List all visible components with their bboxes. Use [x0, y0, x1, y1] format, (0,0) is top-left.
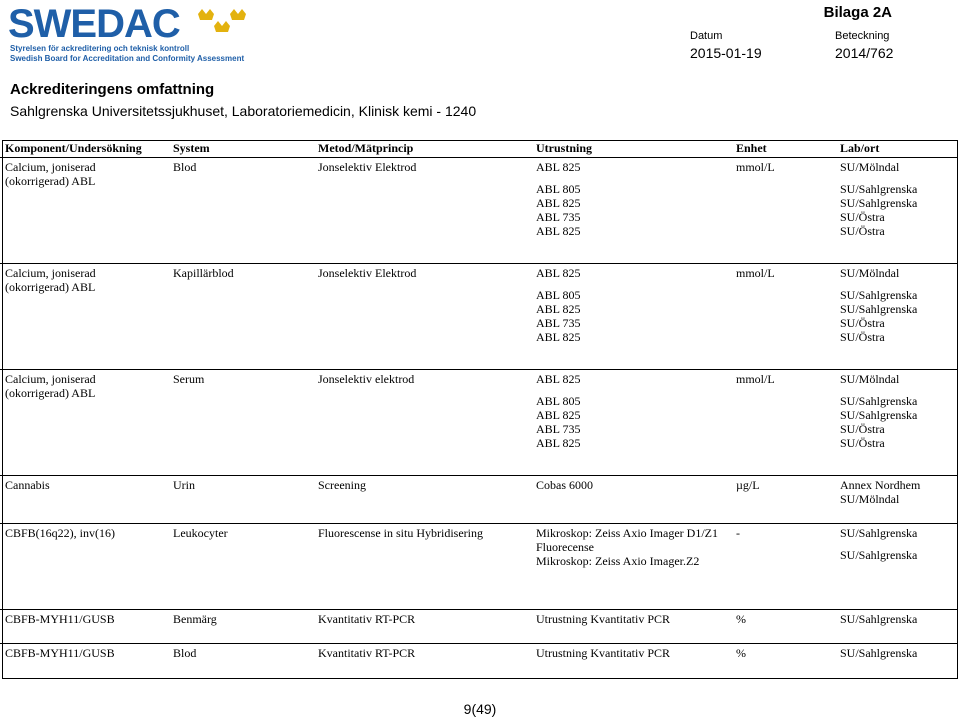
table-header-row	[0, 140, 958, 158]
cell-line: SU/Sahlgrenska	[840, 302, 918, 316]
cell-line: ABL 735	[536, 210, 581, 224]
cell-line: SU/Mölndal	[840, 372, 900, 386]
cell-metod	[313, 610, 531, 644]
table-row	[0, 476, 958, 524]
cell-lab	[835, 644, 958, 678]
cell-utrustning	[531, 524, 731, 610]
cell-komponent	[0, 264, 168, 370]
cell-komponent	[0, 370, 168, 476]
cell-line: ABL 825	[536, 372, 581, 386]
table-row	[0, 610, 958, 644]
cell-line: Kvantitativ RT-PCR	[318, 612, 416, 626]
cell-line: µg/L	[736, 478, 760, 492]
col-header-lab: Lab/ort	[835, 140, 958, 158]
cell-enhet	[731, 370, 835, 476]
cell-line: SU/Sahlgrenska	[840, 646, 918, 660]
cell-line: ABL 735	[536, 316, 581, 330]
cell-line: SU/Sahlgrenska	[840, 196, 918, 210]
cell-line: SU/Östra	[840, 224, 885, 238]
cell-system	[168, 476, 313, 524]
cell-line: Benmärg	[173, 612, 217, 626]
table-body	[0, 158, 958, 678]
page-number: 9(49)	[463, 701, 497, 717]
accreditation-table	[0, 140, 958, 678]
cell-utrustning	[531, 644, 731, 678]
cell-line: Utrustning Kvantitativ PCR	[536, 612, 671, 626]
cell-enhet	[731, 158, 835, 264]
cell-line: SU/Östra	[840, 330, 885, 344]
cell-line: ABL 805	[536, 394, 581, 408]
col-header-enhet: Enhet	[731, 140, 835, 158]
cell-line: Kapillärblod	[173, 266, 234, 280]
cell-line: SU/Sahlgrenska	[840, 526, 918, 540]
cell-line: %	[736, 612, 746, 626]
cell-line: Annex Nordhem	[840, 478, 921, 492]
cell-line-gap	[536, 174, 727, 182]
cell-line: SU/Mölndal	[840, 266, 900, 280]
cell-komponent	[0, 158, 168, 264]
cell-line: Calcium, joniserad	[5, 266, 96, 280]
cell-line: Calcium, joniserad	[5, 160, 96, 174]
cell-metod	[313, 524, 531, 610]
cell-line: mmol/L	[736, 266, 775, 280]
cell-line: Leukocyter	[173, 526, 228, 540]
cell-line: ABL 825	[536, 330, 581, 344]
cell-line: SU/Sahlgrenska	[840, 288, 918, 302]
cell-enhet	[731, 610, 835, 644]
cell-line: Mikroskop: Zeiss Axio Imager D1/Z1	[536, 526, 718, 540]
cell-utrustning	[531, 264, 731, 370]
cell-line: ABL 825	[536, 224, 581, 238]
cell-utrustning	[531, 158, 731, 264]
cell-line: SU/Sahlgrenska	[840, 182, 918, 196]
three-crowns-icon	[194, 6, 252, 36]
cell-metod	[313, 264, 531, 370]
cell-line: (okorrigerad) ABL	[5, 386, 96, 400]
cell-metod	[313, 370, 531, 476]
cell-line: Serum	[173, 372, 205, 386]
cell-line: SU/Mölndal	[840, 492, 900, 506]
table-row	[0, 158, 958, 264]
cell-line: SU/Östra	[840, 210, 885, 224]
cell-line-gap	[840, 174, 954, 182]
cell-komponent	[0, 476, 168, 524]
cell-line: ABL 825	[536, 408, 581, 422]
cell-line: mmol/L	[736, 372, 775, 386]
cell-line: Urin	[173, 478, 195, 492]
table-row	[0, 264, 958, 370]
bilaga-label: Bilaga 2A	[823, 4, 892, 21]
table-row	[0, 370, 958, 476]
col-header-komponent: Komponent/Undersökning	[0, 140, 168, 158]
cell-line: ABL 825	[536, 302, 581, 316]
cell-line: Fluorecense	[536, 540, 594, 554]
cell-metod	[313, 158, 531, 264]
cell-line: (okorrigerad) ABL	[5, 174, 96, 188]
cell-line: Mikroskop: Zeiss Axio Imager.Z2	[536, 554, 700, 568]
cell-line: SU/Östra	[840, 436, 885, 450]
cell-komponent	[0, 610, 168, 644]
cell-line: Kvantitativ RT-PCR	[318, 646, 416, 660]
cell-lab	[835, 158, 958, 264]
cell-line-gap	[536, 280, 727, 288]
cell-line: Jonselektiv Elektrod	[318, 160, 417, 174]
table-row	[0, 644, 958, 678]
cell-lab	[835, 370, 958, 476]
cell-line: ABL 825	[536, 196, 581, 210]
cell-system	[168, 644, 313, 678]
cell-lab	[835, 610, 958, 644]
cell-system	[168, 370, 313, 476]
cell-line: (okorrigerad) ABL	[5, 280, 96, 294]
cell-line: ABL 825	[536, 436, 581, 450]
cell-line: -	[736, 526, 740, 540]
cell-line: ABL 825	[536, 266, 581, 280]
beteckning-label: Beteckning	[835, 30, 890, 42]
cell-line: %	[736, 646, 746, 660]
cell-line: SU/Östra	[840, 422, 885, 436]
datum-value: 2015-01-19	[690, 45, 762, 61]
cell-komponent	[0, 524, 168, 610]
swedac-logo	[8, 2, 253, 64]
cell-lab	[835, 264, 958, 370]
cell-line: SU/Sahlgrenska	[840, 394, 918, 408]
cell-line: SU/Mölndal	[840, 160, 900, 174]
cell-line: Jonselektiv Elektrod	[318, 266, 417, 280]
cell-lab	[835, 524, 958, 610]
cell-line: Blod	[173, 160, 197, 174]
cell-system	[168, 610, 313, 644]
cell-line: mmol/L	[736, 160, 775, 174]
logo-subtitle-en: Swedish Board for Accreditation and Conformity Assessment	[10, 54, 245, 63]
cell-line: CBFB-MYH11/GUSB	[5, 612, 115, 626]
cell-line: CBFB-MYH11/GUSB	[5, 646, 115, 660]
table-row	[0, 524, 958, 610]
cell-line: Screening	[318, 478, 366, 492]
cell-line: SU/Sahlgrenska	[840, 408, 918, 422]
cell-komponent	[0, 644, 168, 678]
cell-line: Cannabis	[5, 478, 50, 492]
cell-line: ABL 735	[536, 422, 581, 436]
cell-line-gap	[840, 280, 954, 288]
cell-enhet	[731, 524, 835, 610]
cell-line: Utrustning Kvantitativ PCR	[536, 646, 671, 660]
cell-utrustning	[531, 476, 731, 524]
cell-line: Cobas 6000	[536, 478, 593, 492]
cell-utrustning	[531, 610, 731, 644]
cell-line: Jonselektiv elektrod	[318, 372, 415, 386]
cell-line-gap	[536, 386, 727, 394]
col-header-utrustning: Utrustning	[531, 140, 731, 158]
cell-line: SU/Sahlgrenska	[840, 548, 918, 562]
cell-line: CBFB(16q22), inv(16)	[5, 526, 116, 540]
col-header-metod: Metod/Mätprincip	[313, 140, 531, 158]
cell-metod	[313, 476, 531, 524]
cell-line: ABL 805	[536, 288, 581, 302]
cell-line: SU/Östra	[840, 316, 885, 330]
cell-enhet	[731, 644, 835, 678]
cell-lab	[835, 476, 958, 524]
logo-wordmark: SWEDAC	[8, 2, 180, 46]
cell-line: ABL 805	[536, 182, 581, 196]
page-subtitle: Sahlgrenska Universitetssjukhuset, Laboratoriemedicin, Klinisk kemi - 1240	[10, 103, 477, 119]
cell-utrustning	[531, 370, 731, 476]
cell-line-gap	[840, 540, 954, 548]
cell-line: SU/Sahlgrenska	[840, 612, 918, 626]
cell-line: ABL 825	[536, 160, 581, 174]
cell-line: Calcium, joniserad	[5, 372, 96, 386]
cell-metod	[313, 644, 531, 678]
logo-subtitle-sv: Styrelsen för ackreditering och teknisk kontroll	[10, 44, 190, 53]
datum-label: Datum	[690, 30, 723, 42]
cell-enhet	[731, 264, 835, 370]
cell-enhet	[731, 476, 835, 524]
cell-line: Fluorescense in situ Hybridisering	[318, 526, 483, 540]
cell-line-gap	[840, 386, 954, 394]
cell-system	[168, 264, 313, 370]
cell-line: Blod	[173, 646, 197, 660]
cell-system	[168, 524, 313, 610]
beteckning-value: 2014/762	[835, 45, 894, 61]
cell-system	[168, 158, 313, 264]
page-title: Ackrediteringens omfattning	[10, 81, 215, 98]
col-header-system: System	[168, 140, 313, 158]
